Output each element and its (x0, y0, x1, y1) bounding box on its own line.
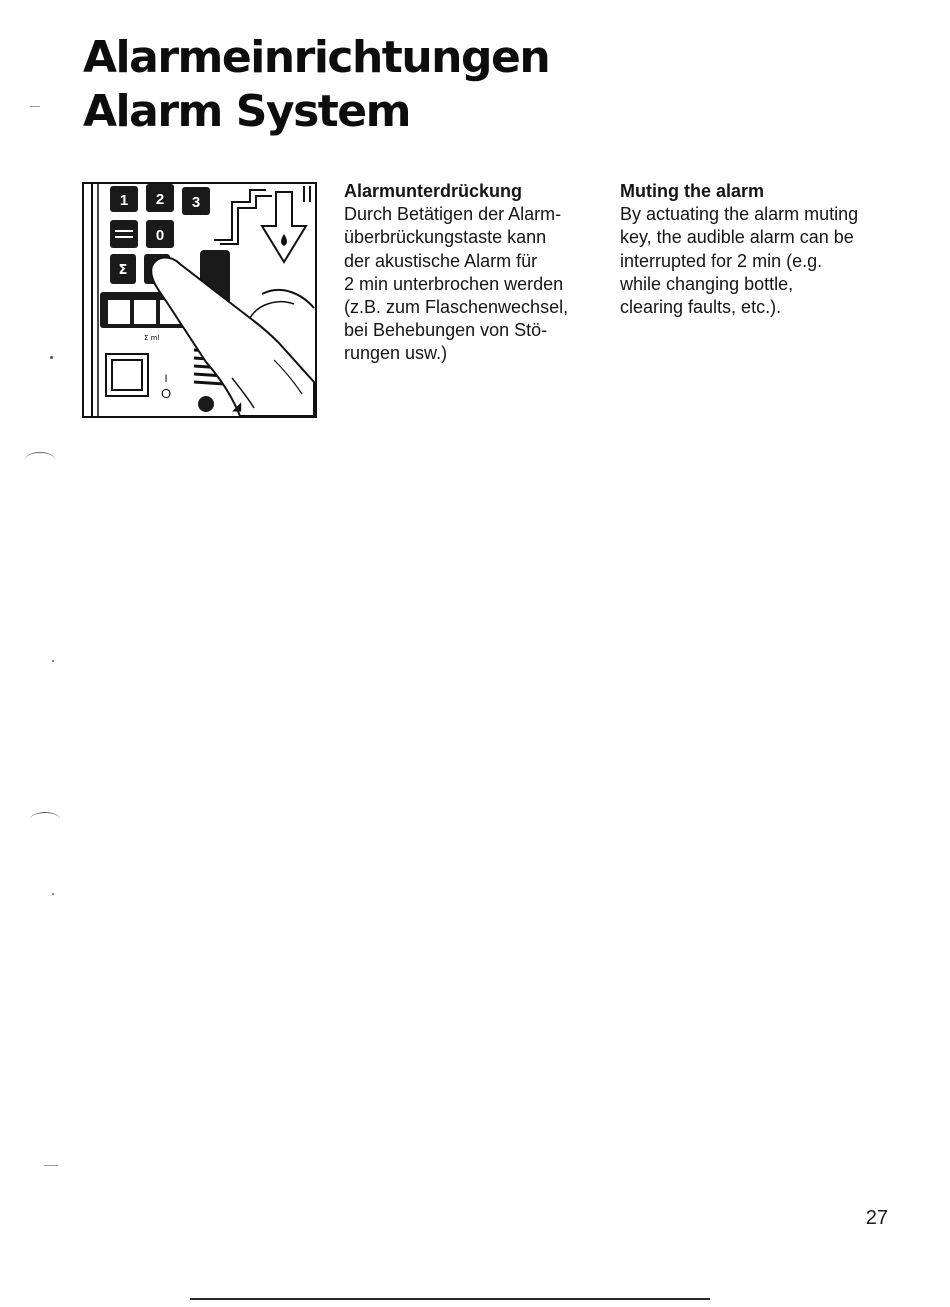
scan-mark (30, 812, 60, 827)
scan-mark (50, 356, 53, 359)
key-3-label: 3 (191, 194, 201, 211)
alarm-mute-key-illustration (82, 182, 317, 418)
section-heading-english: Muting the alarm (620, 181, 765, 201)
scan-mark (30, 106, 40, 107)
scan-mark (52, 660, 54, 662)
page-title-english: Alarm System (83, 86, 410, 137)
section-body-english: By actuating the alarm muting key, the audible alarm can be interrupted for 2 min (e.g. while changing bottle, clearing faults, etc.). (620, 204, 859, 318)
key-2-label: 2 (155, 191, 165, 208)
key-1-label: 1 (119, 192, 129, 209)
switch-off-label: O (160, 386, 172, 401)
section-heading-german: Alarmunterdrückung (344, 181, 523, 201)
svg-text:Σ: Σ (118, 263, 128, 278)
page-title-german: Alarmeinrichtungen (83, 32, 550, 83)
svg-text:◢: ◢ (232, 399, 242, 413)
bottom-rule (190, 1298, 710, 1300)
section-german (344, 180, 606, 366)
key-0-label: 0 (155, 227, 165, 244)
scan-mark (44, 1165, 58, 1166)
key-flow (110, 220, 138, 248)
switch-on-label: I (164, 373, 168, 385)
scan-mark (25, 452, 55, 467)
section-english (620, 180, 920, 319)
scan-mark (52, 893, 54, 895)
page-number: 27 (865, 1207, 888, 1229)
svg-text:Σ ml: Σ ml (144, 334, 160, 342)
section-body-german: Durch Betätigen der Alarm- überbrückungstaste kann der akustische Alarm für 2 min unterbrochen werden (z.B. zum Flaschenwechsel, bei Behebungen von Stö- rungen usw.) (344, 204, 569, 364)
